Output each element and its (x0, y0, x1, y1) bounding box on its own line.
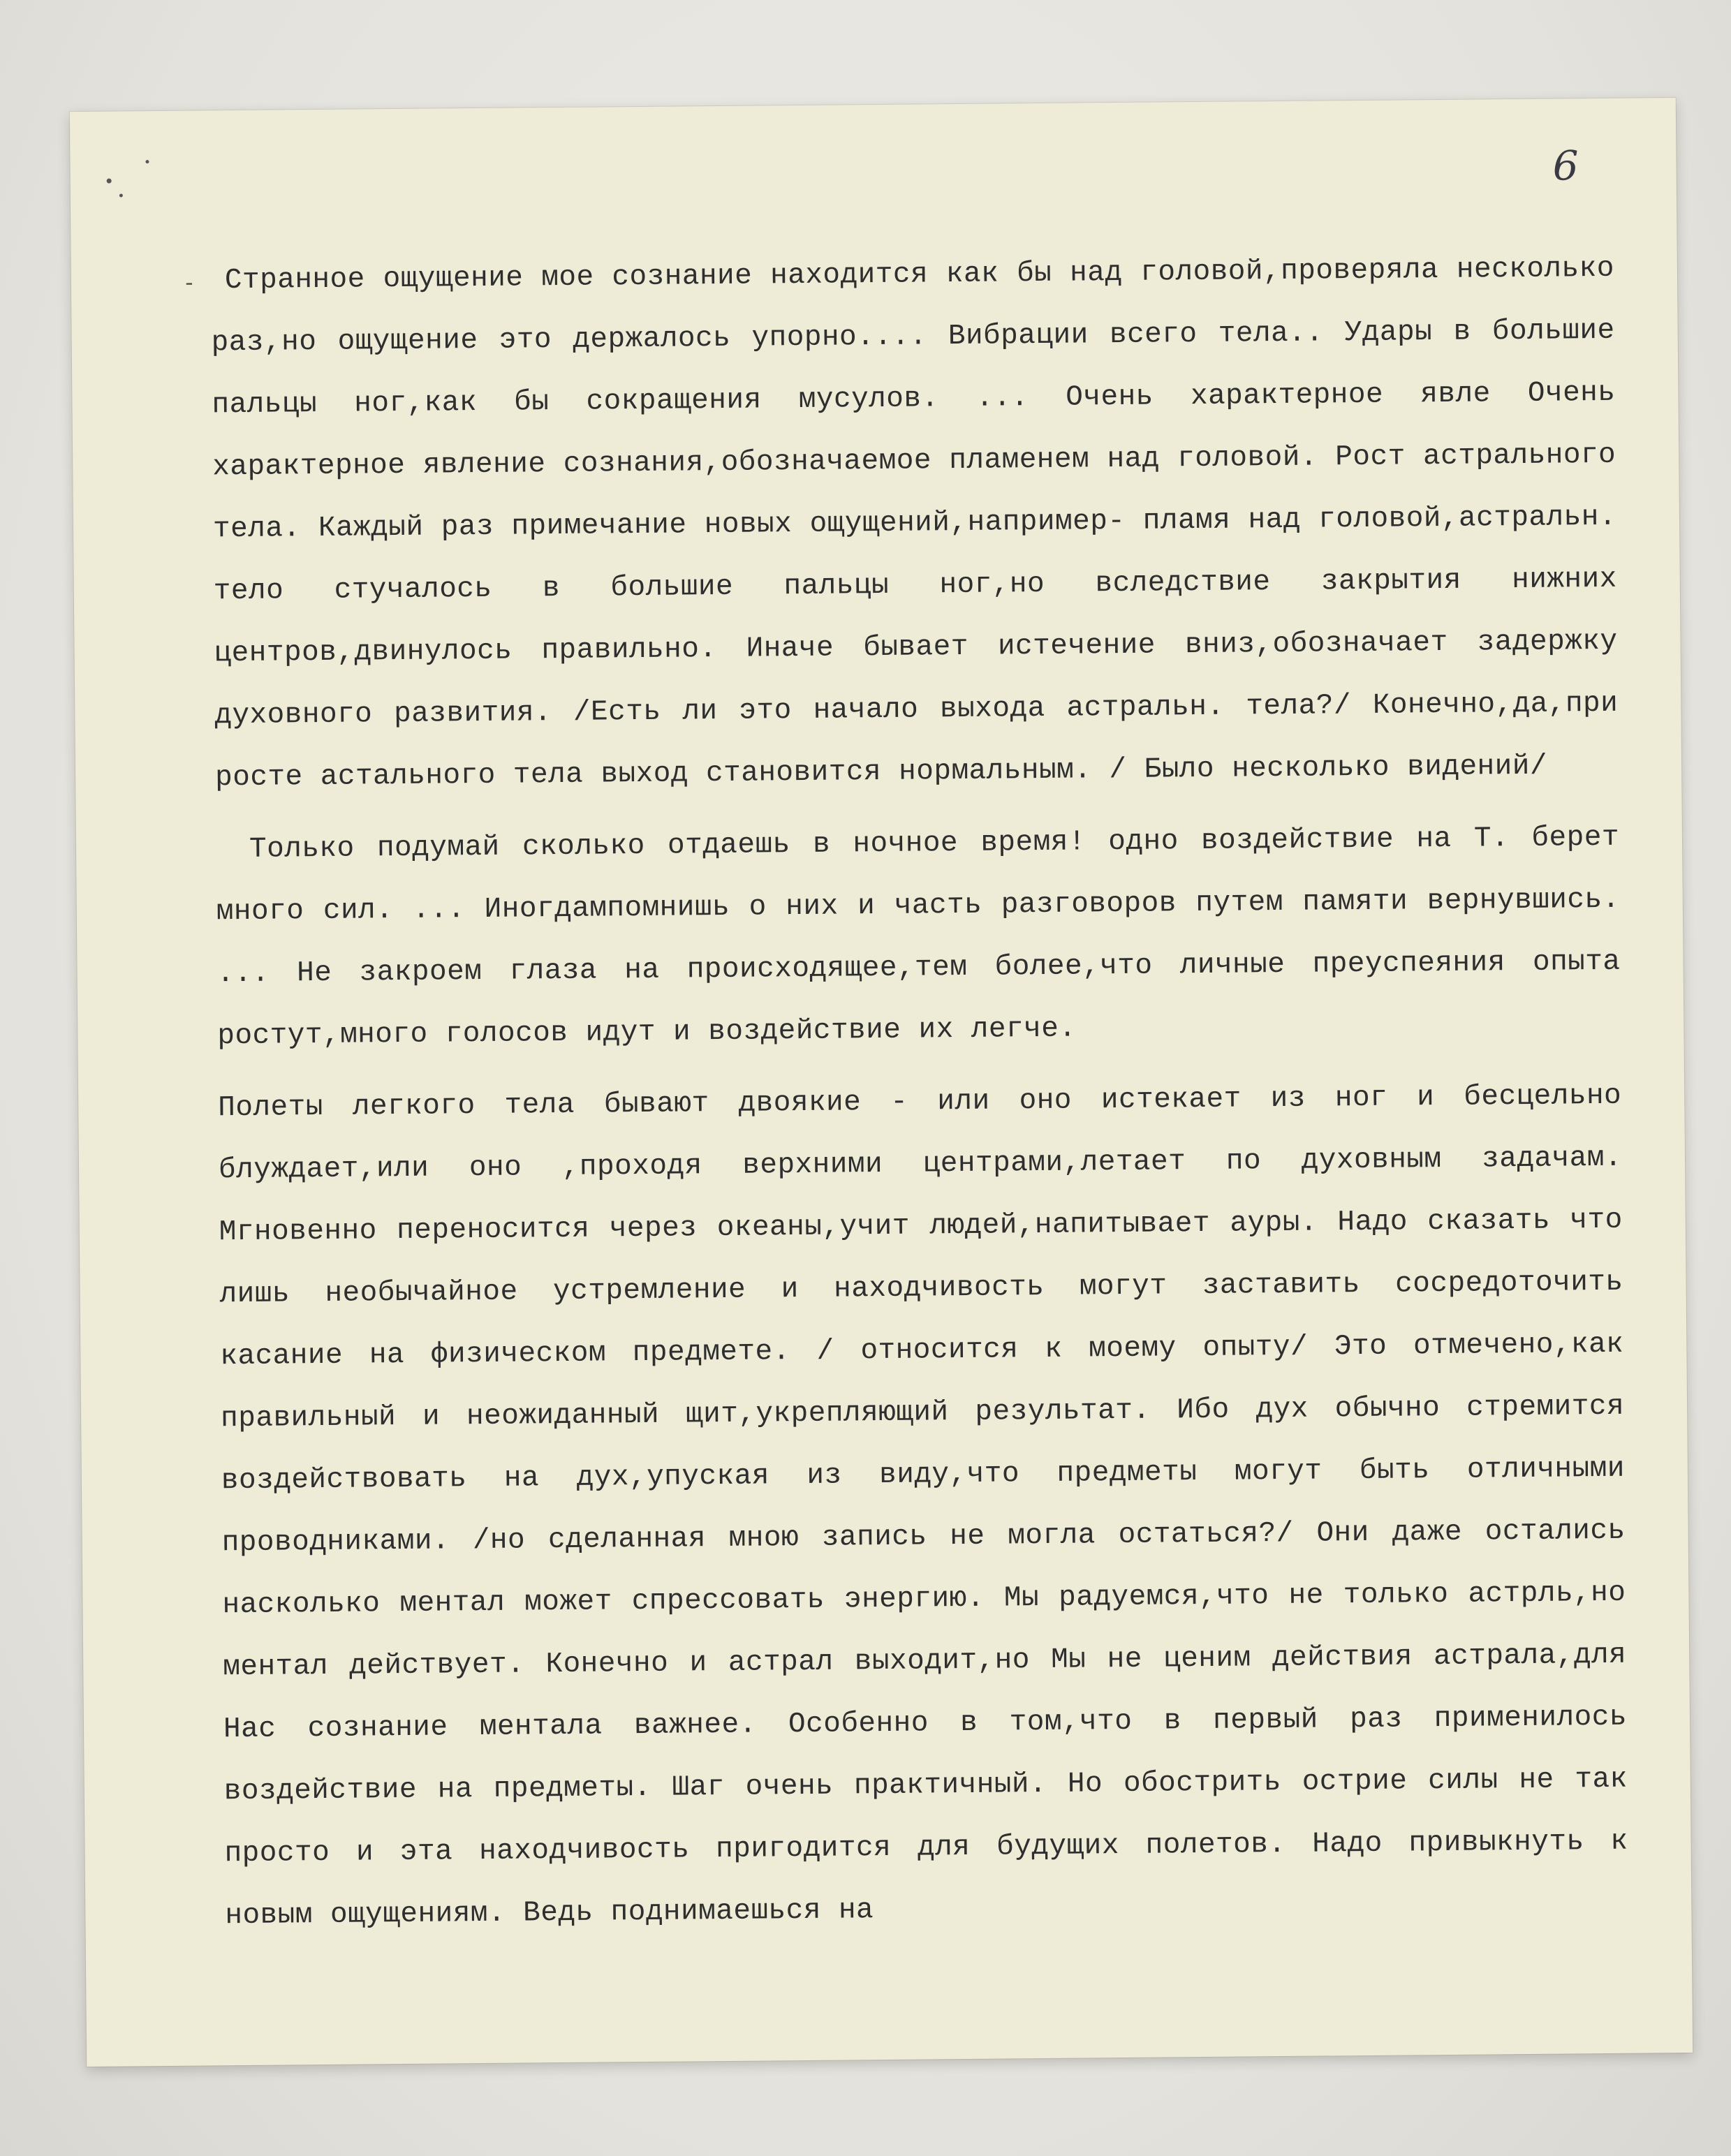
ink-speck (107, 179, 112, 184)
paragraph-2: Только подумай сколько отдаешь в ночное время! одно воздействие на Т. берет много сил. ... Иногдампомнишь о них и часть разговоров путем памяти вернувшись. ... Не закроем глаза на происходящее,тем более,что личные преуспеяния опыта ростут,много голосов идут и воздействие их легче. (216, 821, 1621, 1053)
margin-mark: - (182, 272, 196, 297)
page-text (211, 238, 1629, 1957)
typewritten-page (70, 98, 1693, 2067)
page-number: 6 (1552, 142, 1579, 190)
ink-speck (145, 160, 149, 163)
paragraph-3: Полеты легкого тела бывают двоякие - или оно истекает из ног и бесцельно блуждает,или оно ,проходя верхними центрами,летает по духовным задачам. Мгновенно переносится через океаны,учит людей,напитывает ауры. Надо сказать что лишь необычайное устремление и находчивость могут заставить сосредоточить касание на физическом предмете. / относится к моему опыту/ Это отмечено,как правильный и неожиданный щит,укрепляющий результат. Ибо дух обычно стремится воздействовать на дух,упуская из виду,что предметы могут быть отличными проводниками. /но сделанная мною запись не могла остаться?/ Они даже остались насколько ментал может спрессовать энергию. Мы радуемся,что не только астрль,но ментал действует. Конечно и астрал выходит,но Мы не ценим действия астрала,для Нас сознание ментала важнее. Особенно в том,что в первый раз применилось воздействие на предметы. Шаг очень практичный. Но обострить острие силы не так просто и эта находчивость пригодится для будущих полетов. Надо привыкнуть к новым ощущениям. Ведь поднимаешься на (218, 1079, 1628, 1933)
ink-speck (119, 193, 123, 197)
paragraph-1: Странное ощущение мое сознание находится как бы над головой,проверяла несколько раз,но ощущение это держалось упорно.... Вибрации всего тела.. Удары в большие пальцы ног,как бы сокращения мусулов. ... Очень характерное явле Очень характерное явление сознания,обозначаемое пламенем над головой. Рост астрального тела. Каждый раз примечание новых ощущений,например- пламя над головой,астральн. тело стучалось в большие пальцы ног,но вследствие закрытия нижних центров,двинулось правильно. Иначе бывает истечение вниз,обозначает задержку духовного развития. /Есть ли это начало выхода астральн. тела?/ Конечно,да,при росте астального тела выход становится нормальным. / Было несколько видений/ (211, 252, 1619, 795)
